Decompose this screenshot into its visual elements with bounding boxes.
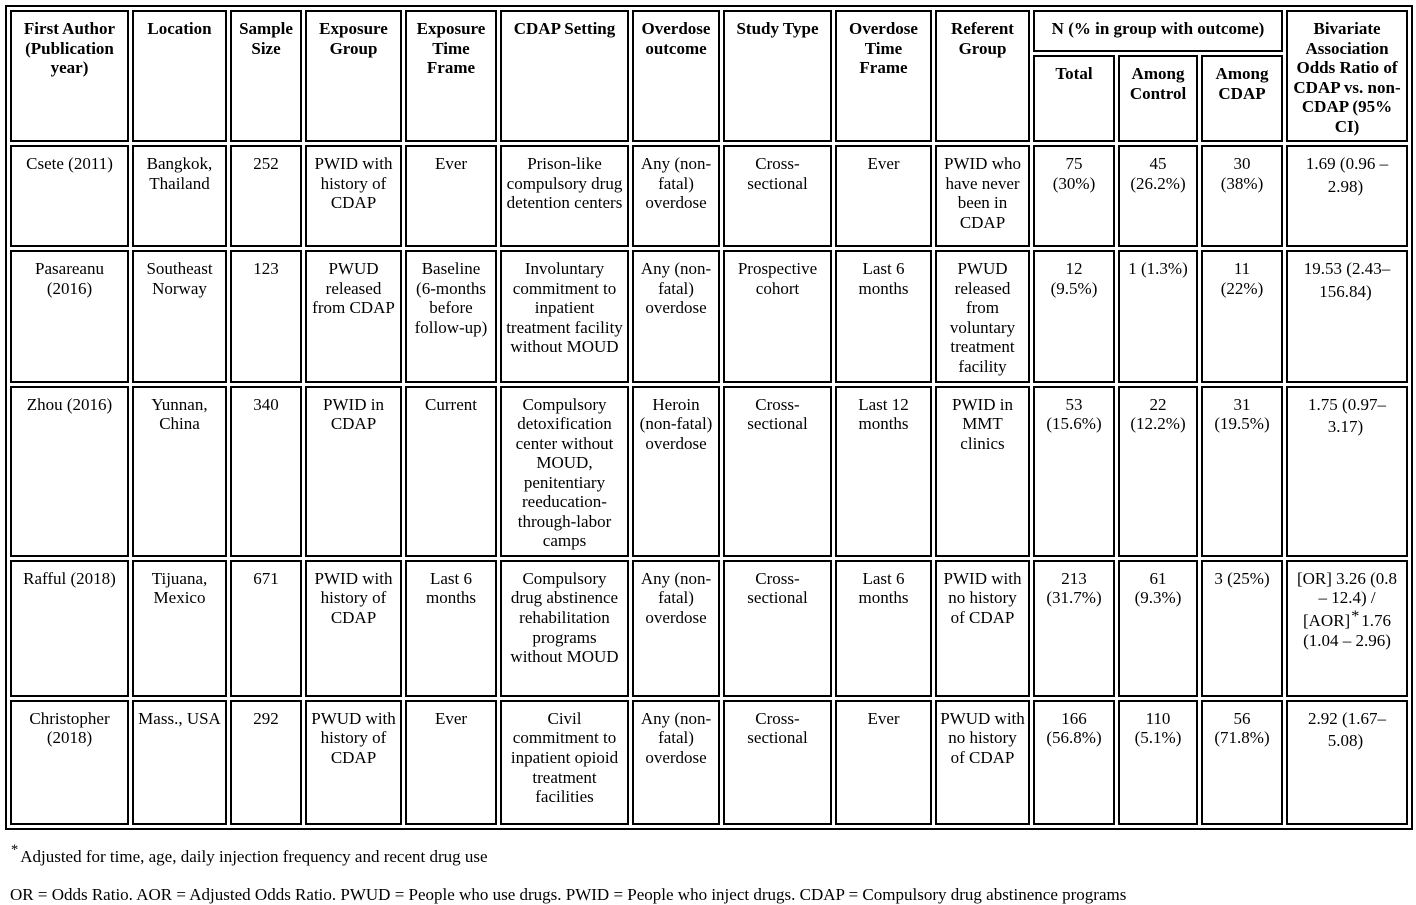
cell-overdose-outcome: Any (non-fatal) overdose xyxy=(632,700,720,825)
cell-overdose-time-frame: Last 6 months xyxy=(835,250,932,382)
col-header-study-type: Study Type xyxy=(723,10,832,142)
cell-exposure-time-frame: Ever xyxy=(405,145,497,247)
cell-overdose-time-frame: Last 6 months xyxy=(835,560,932,697)
cell-location: Southeast Norway xyxy=(132,250,227,382)
odds-text: 1.75 (0.97–3.17) xyxy=(1308,394,1386,437)
cell-location: Bangkok, Thailand xyxy=(132,145,227,247)
cell-bivariate-odds xyxy=(1286,250,1408,382)
studies-table xyxy=(5,5,1413,830)
cell-first-author: Zhou (2016) xyxy=(10,386,129,557)
cell-study-type: Cross-sectional xyxy=(723,560,832,697)
cell-n-among-control: 22 (12.2%) xyxy=(1118,386,1198,557)
cell-exposure-time-frame: Last 6 months xyxy=(405,560,497,697)
study-row-csete xyxy=(10,145,1408,247)
footnote-abbreviations: OR = Odds Ratio. AOR = Adjusted Odds Ratio. PWUD = People who use drugs. PWID = People who inject drugs. CDAP = Compulsory drug abstinence programs xyxy=(10,884,1127,904)
cell-referent-group: PWUD released from voluntary treatment facility xyxy=(935,250,1030,382)
cell-n-among-control: 1 (1.3%) xyxy=(1118,250,1198,382)
cell-bivariate-odds xyxy=(1286,560,1408,697)
study-row-pasareanu xyxy=(10,250,1408,382)
cell-study-type: Cross-sectional xyxy=(723,145,832,247)
cell-first-author: Christopher (2018) xyxy=(10,700,129,825)
cell-cdap-setting: Compulsory drug abstinence rehabilitation programs without MOUD xyxy=(500,560,629,697)
cell-n-among-control: 110 (5.1%) xyxy=(1118,700,1198,825)
cell-overdose-outcome: Heroin (non-fatal) overdose xyxy=(632,386,720,557)
cell-exposure-time-frame: Baseline (6-months before follow-up) xyxy=(405,250,497,382)
cell-n-among-control: 61 (9.3%) xyxy=(1118,560,1198,697)
asterisk-marker: * xyxy=(1351,608,1360,626)
col-header-cdap-setting: CDAP Setting xyxy=(500,10,629,142)
cell-referent-group: PWUD with no history of CDAP xyxy=(935,700,1030,825)
col-header-overdose-time-frame: Overdose Time Frame xyxy=(835,10,932,142)
odds-text: 1.69 (0.96 – 2.98) xyxy=(1305,154,1389,196)
cell-referent-group: PWID who have never been in CDAP xyxy=(935,145,1030,247)
footnote-asterisk: * xyxy=(11,841,19,858)
col-header-n-among-cdap: Among CDAP xyxy=(1201,55,1283,142)
cell-n-total: 12 (9.5%) xyxy=(1033,250,1115,382)
cell-referent-group: PWID with no history of CDAP xyxy=(935,560,1030,697)
col-header-exposure-time-frame: Exposure Time Frame xyxy=(405,10,497,142)
study-row-rafful xyxy=(10,560,1408,697)
cell-n-among-cdap: 3 (25%) xyxy=(1201,560,1283,697)
cell-bivariate-odds xyxy=(1286,386,1408,557)
cell-cdap-setting: Compulsory detoxification center without MOUD, penitentiary reeducation-through-labor camps xyxy=(500,386,629,557)
cell-exposure-group: PWUD with history of CDAP xyxy=(305,700,402,825)
cell-overdose-time-frame: Ever xyxy=(835,700,932,825)
col-header-exposure-group: Exposure Group xyxy=(305,10,402,142)
cell-n-among-cdap: 56 (71.8%) xyxy=(1201,700,1283,825)
cell-sample-size: 292 xyxy=(230,700,302,825)
footnote-adjusted xyxy=(11,842,1412,867)
footnote-adjusted-text: Adjusted for time, age, daily injection frequency and recent drug use xyxy=(20,846,488,866)
cell-exposure-group: PWID in CDAP xyxy=(305,386,402,557)
odds-text-adjusted: 1.76 (1.04 – 2.96) xyxy=(1303,611,1392,650)
cell-referent-group: PWID in MMT clinics xyxy=(935,386,1030,557)
col-header-n-group: N (% in group with outcome) xyxy=(1033,10,1283,52)
col-header-overdose-outcome: Overdose outcome xyxy=(632,10,720,142)
cell-exposure-group: PWID with history of CDAP xyxy=(305,560,402,697)
cell-exposure-time-frame: Current xyxy=(405,386,497,557)
cell-first-author: Rafful (2018) xyxy=(10,560,129,697)
cell-overdose-outcome: Any (non-fatal) overdose xyxy=(632,560,720,697)
cell-sample-size: 123 xyxy=(230,250,302,382)
header-row-1 xyxy=(10,10,1408,52)
cell-study-type: Cross-sectional xyxy=(723,700,832,825)
table-body xyxy=(10,145,1408,825)
cell-sample-size: 252 xyxy=(230,145,302,247)
cell-n-among-cdap: 11 (22%) xyxy=(1201,250,1283,382)
cell-overdose-time-frame: Last 12 months xyxy=(835,386,932,557)
cell-location: Tijuana, Mexico xyxy=(132,560,227,697)
cell-cdap-setting: Civil commitment to inpatient opioid treatment facilities xyxy=(500,700,629,825)
cell-study-type: Cross-sectional xyxy=(723,386,832,557)
cell-n-total: 166 (56.8%) xyxy=(1033,700,1115,825)
cell-n-total: 53 (15.6%) xyxy=(1033,386,1115,557)
col-header-n-among-control: Among Control xyxy=(1118,55,1198,142)
cell-overdose-outcome: Any (non-fatal) overdose xyxy=(632,145,720,247)
cell-cdap-setting: Involuntary commitment to inpatient treatment facility without MOUD xyxy=(500,250,629,382)
cell-n-among-control: 45 (26.2%) xyxy=(1118,145,1198,247)
cell-sample-size: 671 xyxy=(230,560,302,697)
cell-n-total: 213 (31.7%) xyxy=(1033,560,1115,697)
cell-exposure-time-frame: Ever xyxy=(405,700,497,825)
cell-n-among-cdap: 31 (19.5%) xyxy=(1201,386,1283,557)
table-header xyxy=(10,10,1408,142)
col-header-location: Location xyxy=(132,10,227,142)
cell-overdose-outcome: Any (non-fatal) overdose xyxy=(632,250,720,382)
cell-study-type: Prospective cohort xyxy=(723,250,832,382)
odds-text: 2.92 (1.67–5.08) xyxy=(1308,708,1386,751)
col-header-sample-size: Sample Size xyxy=(230,10,302,142)
odds-text: [OR] 3.26 (0.8 – 12.4) / [AOR] xyxy=(1296,568,1398,631)
cell-location: Mass., USA xyxy=(132,700,227,825)
cell-exposure-group: PWID with history of CDAP xyxy=(305,145,402,247)
col-header-bivariate-odds: Bivariate Association Odds Ratio of CDAP vs. non- CDAP (95% CI) xyxy=(1286,10,1408,142)
cell-exposure-group: PWUD released from CDAP xyxy=(305,250,402,382)
study-row-zhou xyxy=(10,386,1408,557)
cell-n-total: 75 (30%) xyxy=(1033,145,1115,247)
cell-overdose-time-frame: Ever xyxy=(835,145,932,247)
cell-cdap-setting: Prison-like compulsory drug detention centers xyxy=(500,145,629,247)
cell-location: Yunnan, China xyxy=(132,386,227,557)
cell-first-author: Pasareanu (2016) xyxy=(10,250,129,382)
cell-first-author: Csete (2011) xyxy=(10,145,129,247)
study-row-christopher xyxy=(10,700,1408,825)
cell-bivariate-odds xyxy=(1286,145,1408,247)
col-header-n-total: Total xyxy=(1033,55,1115,142)
odds-text: 19.53 (2.43–156.84) xyxy=(1303,259,1391,301)
col-header-first-author: First Author (Publication year) xyxy=(10,10,129,142)
col-header-referent-group: Referent Group xyxy=(935,10,1030,142)
cell-n-among-cdap: 30 (38%) xyxy=(1201,145,1283,247)
cell-bivariate-odds xyxy=(1286,700,1408,825)
cell-sample-size: 340 xyxy=(230,386,302,557)
